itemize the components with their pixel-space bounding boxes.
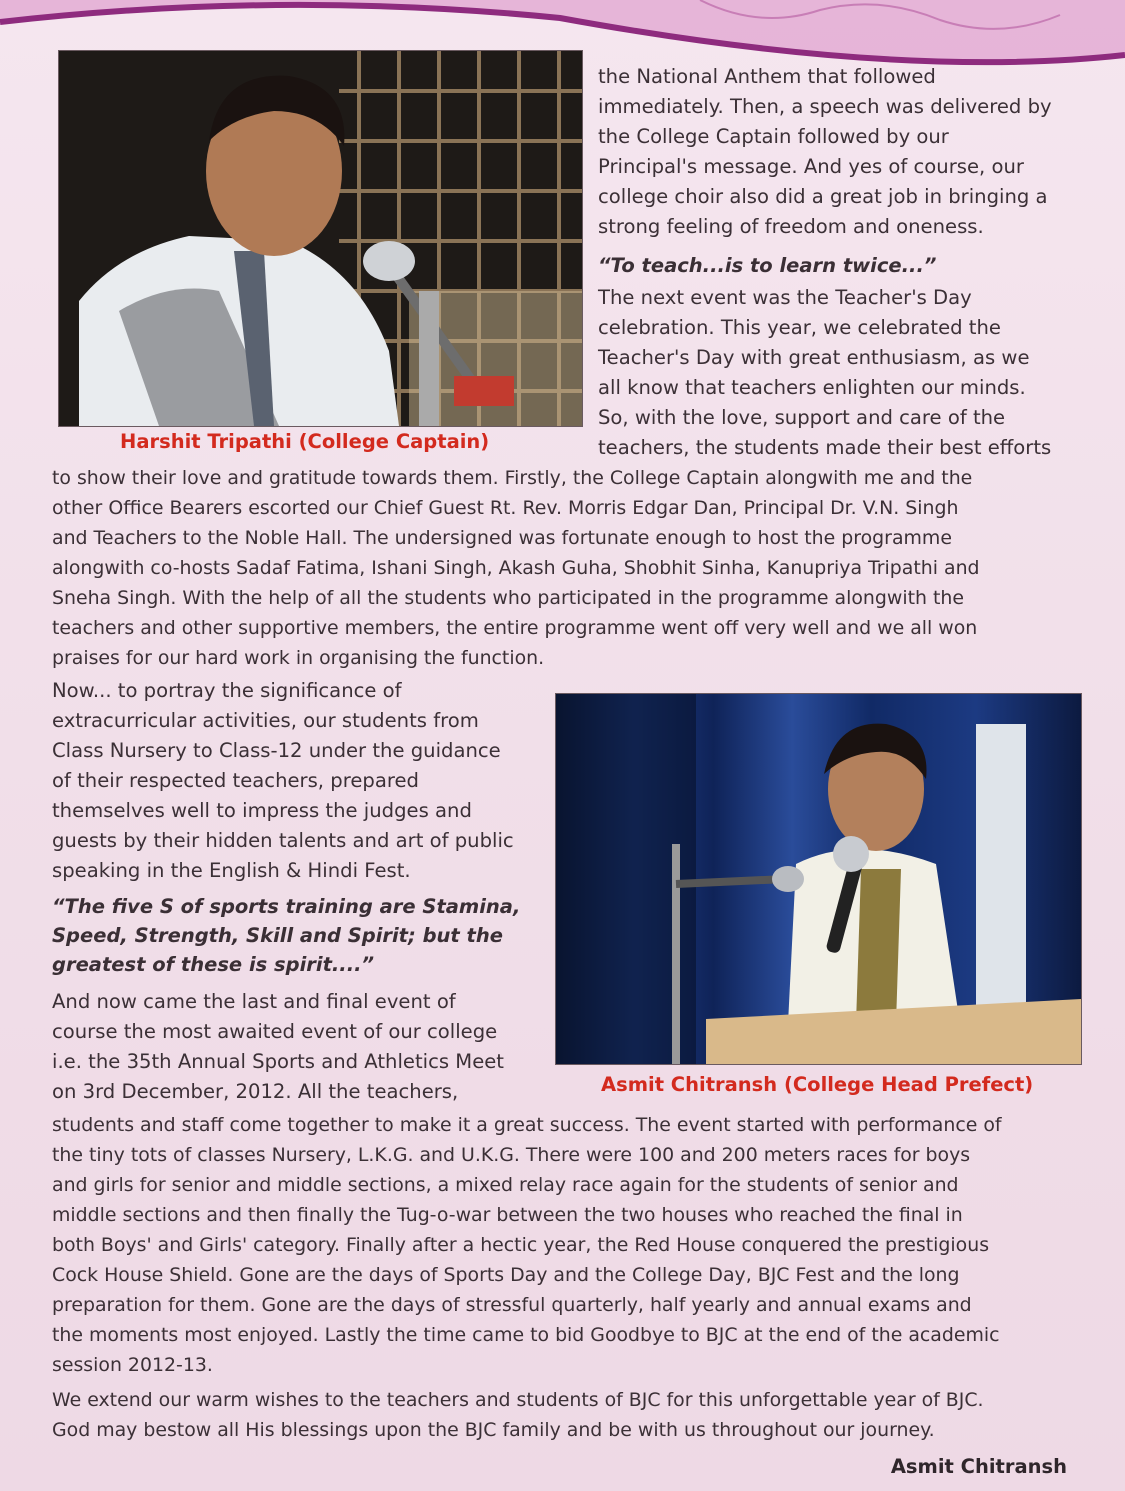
para4-full-line-4: both Boys' and Girls' category. Finally after a hectic year, the Red House conquered the prestigious — [52, 1234, 990, 1256]
para2-line-4: So, with the love, support and care of the — [598, 406, 1006, 429]
para2-full-line-1: other Office Bearers escorted our Chief Guest Rt. Rev. Morris Edgar Dan, Principal Dr. V.N. Singh — [52, 497, 959, 519]
quote-five-s — [52, 892, 542, 979]
para2-line-1: celebration. This year, we celebrated the — [598, 316, 1001, 339]
para3-line-6: speaking in the English & Hindi Fest. — [52, 859, 411, 882]
quote2-line-1: Speed, Strength, Skill and Spirit; but the — [52, 924, 503, 947]
para4-full-line-1: the tiny tots of classes Nursery, L.K.G. and U.K.G. There were 100 and 200 meters races for boys — [52, 1144, 971, 1166]
para-teachers-day-cont — [52, 463, 1076, 673]
para2-full-line-5: teachers and other supportive members, the entire programme went off very well and we all won — [52, 617, 978, 639]
para4-line-3: on 3rd December, 2012. All the teachers, — [52, 1080, 459, 1103]
para2-full-line-6: praises for our hard work in organising the function. — [52, 647, 545, 669]
para-closing-wishes — [52, 1385, 1076, 1445]
para-teachers-day — [598, 283, 1076, 463]
para4-line-1: course the most awaited event of our college — [52, 1020, 498, 1043]
para4-full-line-7: the moments most enjoyed. Lastly the time came to bid Goodbye to BJC at the end of the academic — [52, 1324, 1000, 1346]
para4-full-line-0: students and staff come together to make it a great success. The event started with performance of — [52, 1114, 1002, 1136]
para2-full-line-4: Sneha Singh. With the help of all the students who participated in the programme alongwith the — [52, 587, 964, 609]
para1-line-5: strong feeling of freedom and oneness. — [598, 215, 984, 238]
para4-full-line-6: preparation for them. Gone are the days of stressful quarterly, half yearly and annual exams and — [52, 1294, 972, 1316]
para4-line-2: i.e. the 35th Annual Sports and Athletics Meet — [52, 1050, 504, 1073]
para4-full-line-8: session 2012-13. — [52, 1354, 213, 1376]
para1-line-4: college choir also did a great job in bringing a — [598, 185, 1048, 208]
photo-asmit-chitransh — [555, 693, 1082, 1065]
para2-line-5: teachers, the students made their best efforts — [598, 436, 1052, 459]
para3-line-3: of their respected teachers, prepared — [52, 769, 419, 792]
para3-line-0: Now... to portray the significance of — [52, 679, 402, 702]
para3-line-5: guests by their hidden talents and art of public — [52, 829, 514, 852]
para4-full-line-3: middle sections and then finally the Tug-o-war between the two houses who reached the final in — [52, 1204, 963, 1226]
photo2-caption: Asmit Chitransh (College Head Prefect) — [601, 1073, 1034, 1096]
para-sports-meet-cont — [52, 1110, 1076, 1380]
quote-teach: “To teach...is to learn twice...” — [598, 254, 937, 277]
para5-line-1: God may bestow all His blessings upon the BJC family and be with us throughout our journey. — [52, 1419, 935, 1441]
para2-line-0: The next event was the Teacher's Day — [598, 286, 972, 309]
photo1-caption: Harshit Tripathi (College Captain) — [120, 430, 490, 453]
para2-full-line-0: to show their love and gratitude towards them. Firstly, the College Captain alongwith me and the — [52, 467, 973, 489]
para1-line-1: immediately. Then, a speech was delivered by — [598, 95, 1052, 118]
para-extracurricular — [52, 676, 542, 886]
para4-full-line-2: and girls for senior and middle sections, a mixed relay race again for the students of senior and — [52, 1174, 959, 1196]
para2-line-2: Teacher's Day with great enthusiasm, as we — [598, 346, 1030, 369]
para-national-anthem — [598, 62, 1076, 242]
quote2-line-0: “The five S of sports training are Stamina, — [52, 895, 521, 918]
para3-line-4: themselves well to impress the judges and — [52, 799, 472, 822]
para1-line-3: Principal's message. And yes of course, our — [598, 155, 1024, 178]
photo-harshit-tripathi — [58, 50, 583, 427]
para3-line-2: Class Nursery to Class-12 under the guidance — [52, 739, 501, 762]
quote2-line-2: greatest of these is spirit....” — [52, 953, 375, 976]
para2-full-line-3: alongwith co-hosts Sadaf Fatima, Ishani Singh, Akash Guha, Shobhit Sinha, Kanupriya Tripathi and — [52, 557, 980, 579]
para1-line-2: the College Captain followed by our — [598, 125, 949, 148]
para2-line-3: all know that teachers enlighten our minds. — [598, 376, 1026, 399]
para-sports-meet — [52, 987, 542, 1107]
para1-line-0: the National Anthem that followed — [598, 65, 936, 88]
author-signature: Asmit Chitransh — [890, 1455, 1067, 1478]
para2-full-line-2: and Teachers to the Noble Hall. The undersigned was fortunate enough to host the programme — [52, 527, 952, 549]
para4-full-line-5: Cock House Shield. Gone are the days of Sports Day and the College Day, BJC Fest and the long — [52, 1264, 960, 1286]
para4-line-0: And now came the last and final event of — [52, 990, 456, 1013]
para3-line-1: extracurricular activities, our students from — [52, 709, 479, 732]
para5-line-0: We extend our warm wishes to the teachers and students of BJC for this unforgettable year of BJC. — [52, 1389, 984, 1411]
